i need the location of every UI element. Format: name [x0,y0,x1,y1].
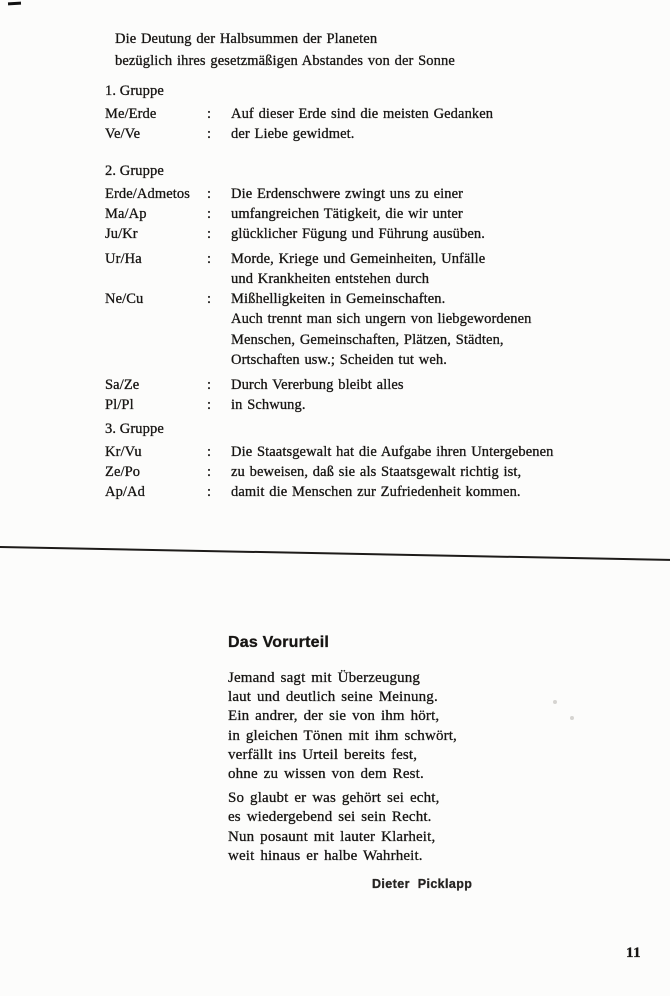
table-row [105,330,575,350]
row-colon [197,309,231,329]
table-row [105,395,575,415]
poem-section [228,633,472,891]
planet-pair-label: Ne/Cu [105,291,144,308]
row-text: Durch Vererbung bleibt alles [231,376,404,393]
row-colon: : [207,463,212,480]
group-title: 3. Gruppe [105,421,164,437]
poem-author: Dieter Picklapp [372,877,473,892]
table-row [105,184,575,204]
planet-pair-label: Ve/Ve [105,125,141,142]
group-title: 2. Gruppe [105,163,164,179]
planet-pair-label [105,330,197,350]
row-text: Mißhelligkeiten in Gemeinschaften. [231,291,446,308]
row-text: Die Erdenschwere zwingt uns zu einer [231,185,464,202]
poem-line: Ein andrer, der sie von ihm hört, [228,708,440,725]
table-row [105,104,575,124]
poem-line: verfällt ins Urteil bereits fest, [228,746,418,763]
scan-edge-artifact [8,2,21,6]
table-row [105,309,575,329]
row-text: Die Staatsgewalt hat die Aufgabe ihren Untergebenen [231,443,554,460]
row-colon: : [207,376,212,393]
row-colon: : [207,105,212,122]
planet-pair-label [105,269,197,289]
table-row [105,249,575,269]
table-row [105,289,575,309]
row-text: der Liebe gewidmet. [231,125,355,142]
scan-speck [553,700,557,704]
planet-pair-label [105,350,197,370]
row-text: und Krankheiten entstehen durch [231,271,430,288]
row-text: umfangreichen Tätigkeit, die wir unter [231,205,463,222]
poem-line: Jemand sagt mit Überzeugung [228,670,421,686]
row-text: damit die Menschen zur Zufriedenheit kommen. [231,484,521,501]
row-text: zu beweisen, daß sie als Staatsgewalt richtig ist, [231,463,522,480]
poem-stanza-2 [228,789,472,866]
planet-pair-label: Ju/Kr [105,226,138,243]
poem-line: Nun posaunt mit lauter Klarheit, [228,828,436,845]
row-colon: : [207,250,212,267]
group-2 [105,161,575,415]
horizontal-rule [0,546,670,561]
row-colon [197,350,231,370]
row-text: in Schwung. [231,396,306,413]
row-colon: : [207,226,212,243]
table-row [105,375,575,395]
poem-line: So glaubt er was gehört sei echt, [228,790,440,807]
planet-pair-label: Ze/Po [105,463,141,480]
poem-line: in gleichen Tönen mit ihm schwört, [228,727,457,744]
row-colon: : [207,205,212,222]
row-colon: : [207,484,212,501]
header-line-2: bezüglich ihres gesetzmäßigen Abstandes von der Sonne [115,52,455,69]
header-line-1: Die Deutung der Halbsummen der Planeten [115,31,378,47]
poem-line: ohne zu wissen von dem Rest. [228,766,424,783]
document-header [115,29,455,72]
row-text: Morde, Kriege und Gemeinheiten, Unfälle [231,250,486,267]
table-row [105,350,575,370]
table-row [105,204,575,224]
planet-pair-label: Me/Erde [105,105,157,122]
row-colon: : [207,291,212,308]
table-row [105,462,575,482]
table-row [105,269,575,289]
table-row [105,224,575,244]
table-row [105,442,575,462]
row-colon: : [207,396,212,413]
poem-line: weit hinaus er halbe Wahrheit. [228,847,423,864]
row-text: glücklicher Fügung und Führung ausüben. [231,226,485,243]
row-colon: : [207,443,212,460]
planet-pair-label: Sa/Ze [105,376,140,393]
planet-pair-label: Ap/Ad [105,484,145,501]
row-colon [197,269,231,289]
planet-pair-label [105,309,197,329]
page-number: 11 [626,945,642,961]
row-colon: : [207,125,212,142]
row-colon [197,330,231,350]
group-title: 1. Gruppe [105,83,164,99]
row-text: Menschen, Gemeinschaften, Plätzen, Städten, [231,331,504,348]
table-row [105,124,575,144]
planet-pair-label: Erde/Admetos [105,185,190,202]
planet-pair-label: Ur/Ha [105,250,142,267]
planet-pair-label: Ma/Ap [105,205,147,222]
scan-speck [570,716,574,720]
row-colon: : [207,185,212,202]
poem-title: Das Vorurteil [228,634,329,651]
planet-pair-label: Kr/Vu [105,443,142,460]
group-1 [105,81,575,144]
row-text: Auf dieser Erde sind die meisten Gedanken [231,105,494,122]
table-row [105,482,575,502]
row-text: Auch trennt man sich ungern von liebgewordenen [231,311,532,328]
planet-pair-label: Pl/Pl [105,396,134,413]
row-text: Ortschaften usw.; Scheiden tut weh. [231,351,447,368]
poem-line: es wiedergebend sei sein Recht. [228,809,432,826]
group-3 [105,419,575,502]
poem-stanza-1 [228,669,472,784]
poem-line: laut und deutlich seine Meinung. [228,689,438,706]
